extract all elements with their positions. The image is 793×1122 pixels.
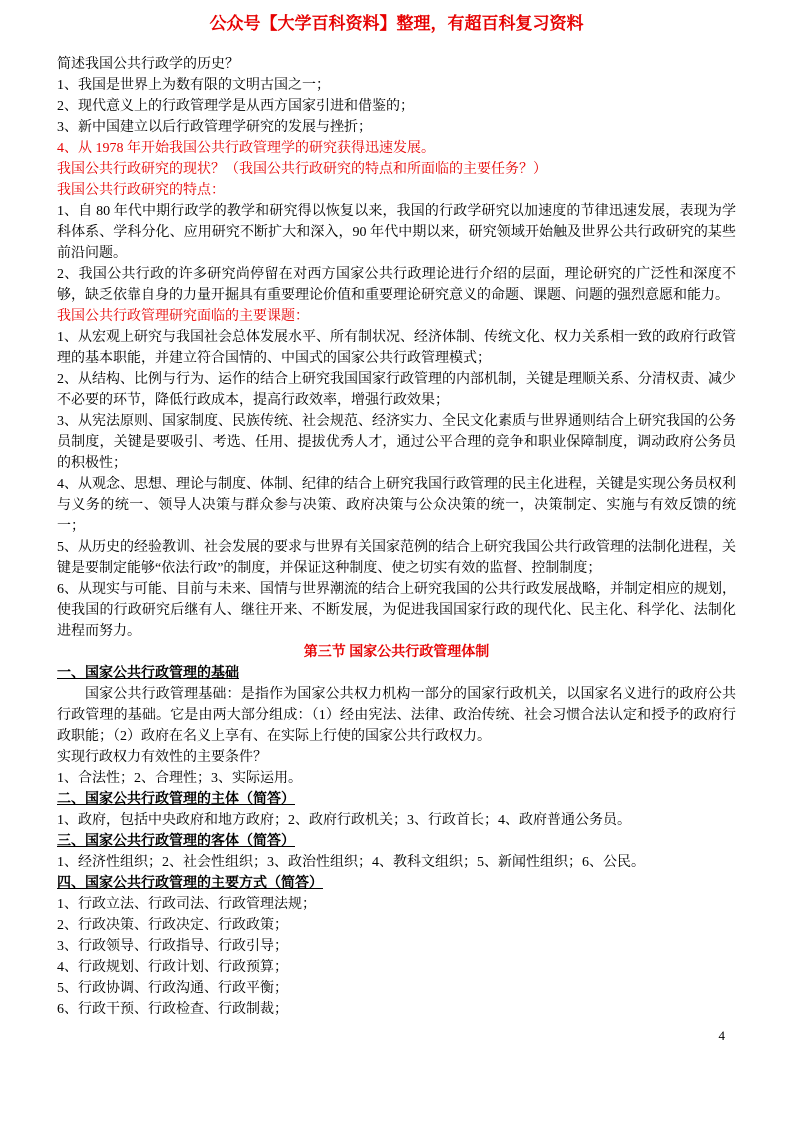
list-item: 3、行政领导、行政指导、行政引导； [57, 939, 288, 954]
list-item: 1、我国是世界上为数有限的文明古国之一； [57, 78, 330, 93]
page-number: 4 [718, 1028, 725, 1043]
heading-1-basis: 一、国家公共行政管理的基础 [57, 666, 239, 681]
list-item-highlighted: 4、从 1978 年开始我国公共行政管理学的研究获得迅速发展。 [57, 141, 435, 156]
paragraph: 国家公共行政管理基础：是指作为国家公共权力机构一部分的国家行政机关，以国家名义进行的政府公共行政管理的基础。它是由两大部分组成：（1）经由宪法、法律、政治传统、社会习惯合法认定和授予的政府行政职能；（2）政府在名义上享有、在实际上行使的国家公共行政权力。 [57, 687, 736, 744]
heading-3-object: 三、国家公共行政管理的客体（简答） [57, 834, 295, 849]
question-status: 我国公共行政研究的现状？（我国公共行政研究的特点和所面临的主要任务？） [57, 162, 547, 177]
list-item: 5、行政协调、行政沟通、行政平衡； [57, 981, 288, 996]
paragraph: 4、从观念、思想、理论与制度、体制、纪律的结合上研究我国行政管理的民主化进程，关键是实现公务员权利与义务的统一、领导人决策与群众参与决策、政府决策与公众决策的统一，决策制定、实施与有效反馈的统一； [57, 477, 736, 534]
list-item: 6、行政干预、行政检查、行政制裁； [57, 1002, 288, 1017]
list-item: 2、现代意义上的行政管理学是从西方国家引进和借鉴的； [57, 99, 414, 114]
paragraph: 1、合法性；2、合理性；3、实际运用。 [57, 771, 302, 786]
list-item: 3、新中国建立以后行政管理学研究的发展与挫折； [57, 120, 372, 135]
subheading-features: 我国公共行政研究的特点： [57, 183, 225, 198]
list-item: 4、行政规划、行政计划、行政预算； [57, 960, 288, 975]
list-item: 1、行政立法、行政司法、行政管理法规； [57, 897, 316, 912]
paragraph: 1、政府，包括中央政府和地方政府；2、政府行政机关；3、行政首长；4、政府普通公务员。 [57, 813, 631, 828]
paragraph: 1、自 80 年代中期行政学的教学和研究得以恢复以来，我国的行政学研究以加速度的节律迅速发展，表现为学科体系、学科分化、应用研究不断扩大和深入，90 年代中期以来，研究领域开始触及世界公共行政研究的某些前沿问题。 [57, 204, 736, 261]
paragraph: 5、从历史的经验教训、社会发展的要求与世界有关国家范例的结合上研究我国公共行政管理的法制化进程，关键是要制定能够“依法行政”的制度，并保证这种制度、使之切实有效的监督、控制制度； [57, 540, 736, 576]
subheading-topics: 我国公共行政管理研究面临的主要课题： [57, 309, 309, 324]
page-header-title: 公众号【大学百科资料】整理，有超百科复习资料 [209, 14, 584, 33]
list-item: 2、行政决策、行政决定、行政政策； [57, 918, 288, 933]
paragraph: 1、从宏观上研究与我国社会总体发展水平、所有制状况、经济体制、传统文化、权力关系相一致的政府行政管理的基本职能，并建立符合国情的、中国式的国家公共行政管理模式； [57, 330, 736, 366]
paragraph: 3、从宪法原则、国家制度、民族传统、社会规范、经济实力、全民文化素质与世界通则结合上研究我国的公务员制度，关键是要吸引、考选、任用、提拔优秀人才，通过公平合理的竞争和职业保障制度，调动政府公务员的积极性； [57, 414, 736, 471]
paragraph: 1、经济性组织；2、社会性组织；3、政治性组织；4、教科文组织；5、新闻性组织；6、公民。 [57, 855, 645, 870]
heading-4-methods: 四、国家公共行政管理的主要方式（简答） [57, 876, 323, 891]
question-conditions: 实现行政权力有效性的主要条件？ [57, 750, 267, 765]
paragraph: 6、从现实与可能、目前与未来、国情与世界潮流的结合上研究我国的公共行政发展战略，并制定相应的规划，使我国的行政研究后继有人、继往开来、不断发展，为促进我国国家行政的现代化、民主化、科学化、法制化进程而努力。 [57, 582, 736, 639]
heading-2-subject: 二、国家公共行政管理的主体（简答） [57, 792, 295, 807]
paragraph: 2、从结构、比例与行为、运作的结合上研究我国国家行政管理的内部机制，关键是理顺关系、分清权责、减少不必要的环节，降低行政成本，提高行政效率，增强行政效果； [57, 372, 736, 408]
question-history: 简述我国公共行政学的历史？ [57, 57, 239, 72]
paragraph: 2、我国公共行政的许多研究尚停留在对西方国家公共行政理论进行介绍的层面，理论研究的广泛性和深度不够，缺乏依靠自身的力量开掘具有重要理论价值和重要理论研究意义的命题、课题、问题的强烈意愿和能力。 [57, 267, 736, 303]
section-title: 第三节 国家公共行政管理体制 [303, 645, 490, 660]
